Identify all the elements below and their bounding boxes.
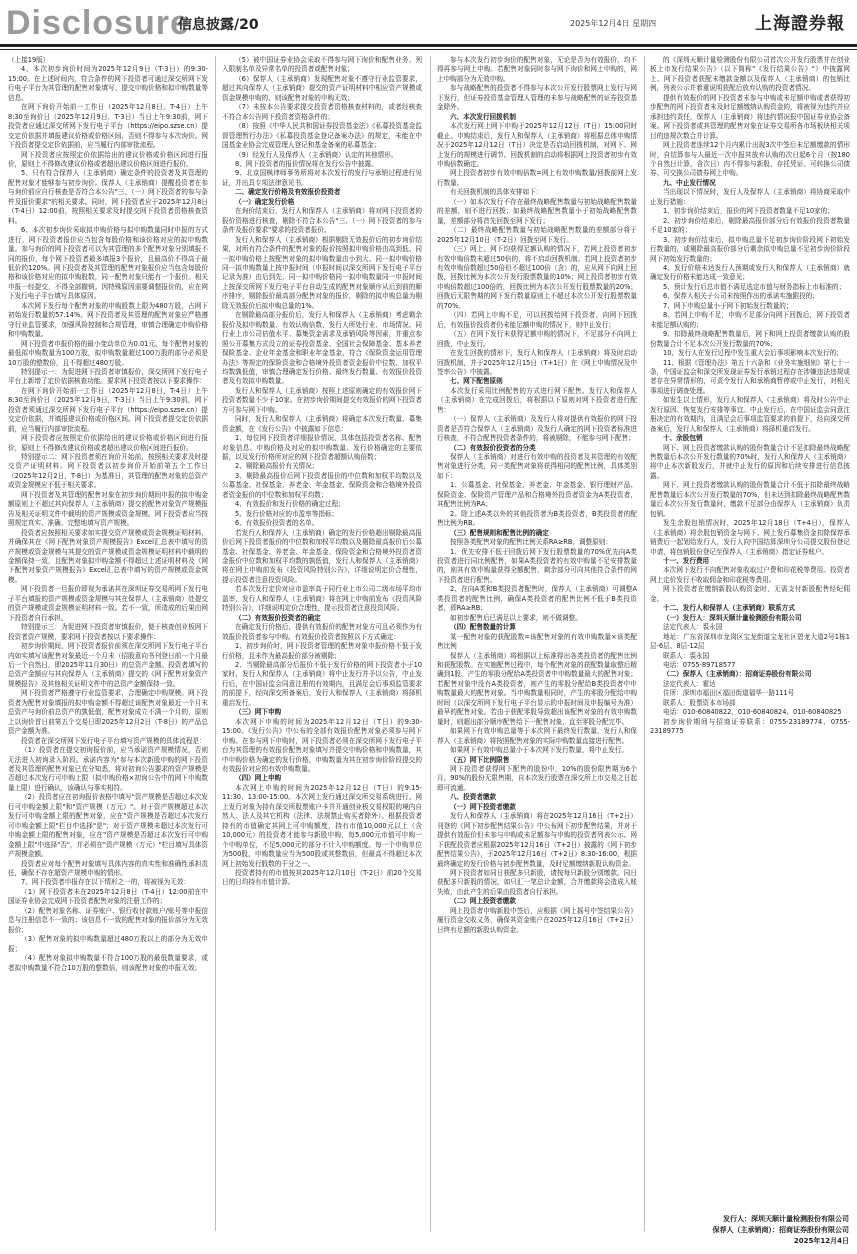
- body-paragraph: 投资者在深交所网下发行电子平台填写资产规模的具体流程是：: [21, 736, 206, 745]
- body-paragraph: 的《深圳天顺计量检测股份有限公司首次公开发行股票并在创业板上市发行结果公告》（以下简称"《发行结果公告》"）中披露网上、网下投资者获配未缴款金额以及保荐人（主承销商）的包销比例，列表公示并着重说明获配后放弃认购的投资者情况。: [650, 56, 850, 93]
- section-heading: 十、余股包销: [663, 434, 703, 443]
- body-paragraph: 2、在向A类和B类投资者配售时，保荐人（主承销商）可调整A类投资者的配售比例，确保A类投资者的配售比例不低于B类投资者，即RA≥RB；: [437, 585, 637, 613]
- body-paragraph: 8、若网上申购不足，申购不足部分向网下回拨后，网下投资者未能足额认购的；: [650, 311, 850, 329]
- body-paragraph: 2、剔除最高报价有关情况；: [235, 462, 319, 471]
- body-paragraph: （二）最终战略配售数量与初始战略配售数量的差额部分将于2025年12月10日（T-2日）回拨至网下发行。: [437, 226, 637, 244]
- body-paragraph: 3、初步询价结束后，拟申购总量不足初步询价阶段网下初始发行数量的，或剔除最高报价部分后剩余拟申购总量不足初步询价阶段网下初始发行数量的；: [650, 235, 850, 263]
- footer-issuer: 发行人：深圳天顺计量检测股份有限公司: [723, 1215, 849, 1223]
- body-paragraph: 如发生以上情形，发行人和保荐人（主承销商）将及时公告中止发行原因、恢复发行安排等事宜。中止发行后，在中国证监会同意注册决定的有效期内，且满足会后事项监管要求的前提下，经向深交所备案后，发行人和保荐人（主承销商）将择机重启发行。: [650, 396, 850, 433]
- body-paragraph: 在确定发行价格后，提供有效报价的配售对象方可且必须作为有效报价投资者参与申购。有效报价投资者按照以下方式确定：: [222, 623, 422, 641]
- section-heading: （五）网下比例限售: [450, 755, 510, 764]
- body-paragraph: 网下投资者严格遵守行业监管要求，合理确定申购规模。网下投资者为配售对象填报的拟申购金额不得超过该配售对象最近一个月末总资产与询价前总资产的孰低值，配售对象成立不满一个月的，原则上以询价首日前第五个交易日即2025年12月2日（T-8日）的产品总资产金额为准。: [8, 689, 208, 736]
- body-paragraph: 网下投资者在缴纳新股认购资金时，无需支付新股配售经纪佣金。: [650, 585, 850, 603]
- masthead: [0, 0, 857, 44]
- body-paragraph: 发行人和保荐人（主承销商）根据剔除无效报价后的初步询价结果，对所有符合条件的配售对象的报价按照拟申购价格由高到低、同一拟申购价格上按配售对象的拟申购数量由小到大、同一拟申购价格同一拟申购数量上按申报时间（申报时间以深交所网下发行电子平台记录为准）由后到先、同一拟申购价格同一拟申购数量同一申报时间上按深交所网下发行电子平台自动生成的配售对象顺序从后到前的顺序排序，剔除报价最高部分配售对象的报价，剔除的拟申购总量为剔除无效报价后拟申购总量的1%。: [222, 235, 422, 310]
- body-paragraph: 若发行人和保荐人（主承销商）确定的发行价格超出剔除最高报价后网下投资者报价的中位数和加权平均数以及剔除最高报价后公募基金、社保基金、养老金、年金基金、保险资金和合格境外投资者资金报价中位数和加权平均数的孰低值，发行人和保荐人（主承销商）将在网上申购前发布《投资风险特别公告》，详细说明定价合理性，提示投资者注意投资风险。: [222, 528, 422, 584]
- section-heading: 六、本次发行回拨机制: [450, 112, 516, 121]
- body-paragraph: 发行人和保荐人（主承销商）将在2025年12月16日（T+2日）刊登的《网下初步配售结果公告》中公布网下初步配售结果，并对于提供有效报价但未参与申购或未足额参与申购的投资者列表公示。网下获配投资者应根据2025年12月16日（T+2日）披露的《网下初步配售结果公告》，于2025年12月16日（T+2日）8:30-16:00，根据最终确定的发行价格与初步配售数量，及时足额缴纳新股认购资金。: [437, 812, 637, 868]
- body-paragraph: 网下投资者如同日获配多只新股，请按每只新股分别缴款。同日获配多只新股的情况，如只汇一笔总计金额，合并缴款将会造成入账失败，由此产生的后果由投资者自行承担。: [437, 868, 637, 896]
- body-paragraph: 如初步配售后已满足以上要求，则不做调整。: [450, 613, 582, 622]
- section-heading: （三）配售规则和配售比例的确定: [450, 528, 549, 537]
- body-paragraph: 如果网下有效申购总量等于本次网下最终发行数量，发行人和保荐人（主承销商）将按照配售对象的实际申购数量直接进行配售。: [437, 727, 637, 745]
- body-paragraph: 9、扣除最终战略配售数量后，网下和网上投资者缴款认购的股份数量合计不足本次公开发行数量的70%；: [650, 330, 850, 348]
- body-paragraph: （1）网下投资者未在2025年12月8日（T-4日）12:00前在中国证券业协会完成网下投资者配售对象的注册工作的；: [8, 887, 208, 906]
- body-paragraph: 法定代表人：霍达: [663, 679, 716, 688]
- body-paragraph: （上接19版）: [8, 56, 50, 64]
- body-paragraph: （三）网上、网下均获得足额认购的情况下，若网上投资者初步有效申购倍数未超过50倍的，将不启动回拨机制；若网上投资者初步有效申购倍数超过50倍但不超过100倍（含）的，应从网下向网上回拨，回拨比例为本次公开发行股票数量的10%；网上投资者初步有效申购倍数超过100倍的，回拨比例为本次公开发行股票数量的20%；回拨后无限售期的网下发行数量原则上不超过本次公开发行股票数量的70%。: [437, 245, 637, 310]
- body-paragraph: 5、预计发行后总市值不满足选定市值与财务指标上市标准的；: [663, 282, 846, 291]
- body-paragraph: 某一配售对象的获配股数=该配售对象的有效申购数量×该类配售比例: [437, 632, 637, 651]
- body-paragraph: 4、本次初步询价时间为2025年12月9日（T-3日）的9:30-15:00。在上述时间内，符合条件的网下投资者可通过深交所网下发行电子平台为其管理的配售对象填写、提交申购价格和拟申购数量等信息。: [8, 65, 208, 102]
- body-paragraph: 特别提示一：为促进网下投资者审慎报价，深交所网下发行电子平台上新增了定价依据核查功能。要求网下投资者按以下要求操作：: [8, 367, 208, 386]
- body-paragraph: 1、每位网下投资者详细报价情况，具体包括投资者名称、配售对象信息、申购价格及对应的拟申购数量、发行价格确定的主要依据，以及发行价格所对应的网下投资者超额认购倍数；: [222, 434, 422, 462]
- body-paragraph: 5、发行价格对应的市盈率等指标；: [235, 509, 339, 518]
- body-paragraph: 法定代表人：裘永国: [663, 623, 723, 632]
- section-heading: 九、中止发行情况: [663, 178, 716, 187]
- body-paragraph: 4、有效报价和发行价格的确定过程；: [235, 500, 345, 509]
- body-paragraph: 本次网下发行每个配售对象的申购股数上限为480万股，占网下初始发行数量的57.14%。网下投资者及其管理的配售对象应严格遵守行业监管要求，加强风险控制和合规管理，审慎合理确定申购价格和申购数量。: [8, 301, 208, 339]
- body-paragraph: 6、本次初步询价采取拟申购价格与拟申购数量同时申报的方式进行，网下投资者报价应当包含每股价格和该价格对应的拟申购数量。参与询价的网下投资者可以为其管理的多个配售对象分别填报不同的报价，每个网下投资者最多填报3个报价，且最高价不得高于最低价的120%。网下投资者及其管理的配售对象报价应当包含每股价格和该价格对应的拟申购股数，同一配售对象只能有一个报价。相关申报一经提交，不得全部撤销。因特殊原因需要调整报价的，应在网下发行电子平台填写具体原因。: [8, 226, 208, 301]
- body-paragraph: 同时，发行人和保荐人（主承销商）将确定本次发行数量、募集资金额，在《发行公告》中披露如下信息：: [222, 415, 422, 433]
- newspaper-name: 上海證券報: [755, 14, 845, 34]
- column-divider: [430, 56, 431, 1231]
- body-paragraph: （四）若网上申购不足，可以回拨给网下投资者，向网下回拨后，有效报价投资者仍未能足额申购的情况下，则中止发行；: [437, 311, 637, 329]
- body-paragraph: 1、优先安排不低于回拨后网下发行股票数量的70%优先向A类投资者进行同比例配售，如果A类投资者的有效申购量不足安排数量的，则其有效申购量获得全额配售，剩余部分可向其他符合条件的网下投资者进行配售。: [437, 547, 637, 584]
- text-column-2: [222, 56, 422, 1236]
- body-paragraph: 特别提示三：为促进网下投资者审慎报价，便于核查创业板网下投资者资产规模，要求网下投资者按以下要求操作：: [8, 623, 208, 641]
- body-paragraph: 联系人：股票资本市场部: [663, 698, 736, 707]
- section-heading: （二）保荐人（主承销商）：招商证券股份有限公司: [663, 670, 812, 679]
- body-paragraph: 住所：深圳市福田区福田街道福华一路111号: [663, 689, 795, 698]
- body-paragraph: 本次网下发行不向配售对象收取过户费和印花税等费用。投资者网上定价发行不收取佣金和印花税等费用。: [650, 566, 850, 584]
- body-paragraph: 地址：广东省深圳市龙岗区宝龙街道宝龙社区碧龙大道2号1栋1层-6层、8层-12层: [650, 632, 850, 651]
- body-paragraph: 2、初步询价结束后，剔除最高报价部分后有效报价投资者数量不足10家的；: [650, 216, 850, 235]
- header-rule-thick: [0, 44, 857, 47]
- body-paragraph: 投资者持有的市值按其2025年12月10日（T-2日）前20个交易日的日均持有市值计算。: [222, 868, 422, 887]
- footer-date: 2025年12月4日: [793, 1237, 849, 1245]
- section-heading: （一）网下投资者缴款: [450, 802, 516, 811]
- section-heading: 二、确定发行价格及有效报价投资者: [235, 188, 341, 197]
- body-paragraph: 发行人和保荐人（主承销商）按照上述原则确定的有效报价网下投资者数量不少于10家。在初步询价期间提交有效报价的网下投资者方可参与网下申购。: [222, 386, 422, 414]
- body-paragraph: 2、除上述A类以外的其他投资者为B类投资者，B类投资者的配售比例为RB。: [437, 509, 637, 528]
- body-paragraph: 投资者应按照相关要求如实提交资产规模或资金规模证明材料，并确保其在《网下配售对象资产规模报告》Excel汇总表中填写的资产规模或资金规模与其提交的资产规模或资金规模证明材料中载明的金额保持一致，且配售对象拟申购金额不得超过上述证明材料及《网下配售对象资产规模报告》Excel汇总表中填写的资产规模或资金规模。: [8, 528, 208, 584]
- body-paragraph: 发生余股包销情况时，2025年12月18日（T+4日），保荐人（主承销商）将余股包销资金与网下、网上发行募集资金扣除保荐承销费后一起划给发行人，发行人向中国结算深圳分公司提交股份登记申请，将包销股份登记至保荐人（主承销商）指定证券账户。: [650, 519, 850, 556]
- body-paragraph: 提供有效报价的网下投资者未参与申购或未足额申购或者获得初步配售的网下投资者未及时足额缴纳认购资金的，将被视为违约并应承担违约责任，保荐人（主承销商）将违约情况报中国证券业协会备案。网下投资者或其管理的配售对象在证券交易所各市场板块相关项目的违规次数合并计算。: [650, 93, 850, 140]
- body-paragraph: 1、初步询价结束后，报价的网下投资者数量不足10家的；: [663, 207, 834, 216]
- body-paragraph: （2）配售对象名称、证券账户、银行收付款账户/账号等申报信息与注册信息不一致的；该信息不一致的配售对象的报价部分为无效报价；: [8, 906, 208, 934]
- body-paragraph: 9、北京国枫律师事务所将对本次发行的发行与承销过程进行见证，并出具专项法律意见书。: [222, 169, 422, 187]
- body-paragraph: 在网下询价开始前一工作日（2025年12月8日，T-4日）上午8:30至询价日（2025年12月9日，T-3日）当日上午9:30前，网下投资者应通过深交所网下发行电子平台（https://eipo.szse.cn）提交定价依据并填报建议价格或价格区间，否则不得参与本次询价。网下投资者提交定价依据前，应当履行内部审批流程。: [8, 103, 208, 150]
- section-heading: （四）网上申购: [235, 774, 282, 783]
- body-paragraph: 2、当剔除最高部分后报价不低于发行价格的网下投资者小于10家时，发行人和保荐人（主承销商）将中止发行并予以公告，中止发行后，在中国证监会同意注册的有效期内，且满足会后事项监管要求的前提下，经向深交所备案后，发行人和保荐人（主承销商）将择机重启发行。: [222, 661, 422, 707]
- body-paragraph: 保荐人（主承销商）对进行有效申购的投资者及其管理的有效配售对象进行分类，同一类配售对象将获得相同的配售比例，具体类别如下：: [437, 453, 637, 480]
- body-paragraph: 本次发行采用比例配售的方式进行网下配售。发行人和保荐人（主承销商）在完成回拨后，将根据以下原则对网下投资者进行配售：: [437, 386, 637, 414]
- body-paragraph: 本次发行网上网下申购于2025年12月12日（T日）15:00同时截止。申购结束后，发行人和保荐人（主承销商）将根据总体申购情况于2025年12月12日（T日）决定是否启动回拨机制，对网下、网上发行的规模进行调节。回拨机制的启动将根据网上投资者初步有效申购倍数确定。: [437, 122, 637, 168]
- body-paragraph: 1、初步询价时，网下投资者管理的配售对象申报价格不低于发行价格，且未作为最高报价部分被剔除；: [222, 642, 422, 660]
- body-paragraph: 6、保荐人相关子公司未按照作出的承诺实施跟投的；: [663, 292, 819, 301]
- body-paragraph: （7）未按本公告要求提交投资者资格核查材料的，或者经核查不符合本公告网下投资者资格条件的；: [222, 103, 422, 121]
- section-heading: （二）有效报价投资者的确定: [235, 613, 321, 622]
- section-heading: 七、网下配售原则: [450, 377, 503, 386]
- section-heading: 十二、发行人和保荐人（主承销商）联系方式: [663, 604, 795, 613]
- body-paragraph: 参与本次发行初步询价的配售对象，无论是否为有效报价，均不得再参与网上申购。若配售对象同时参与网下询价和网上申购的，网上申购部分为无效申购。: [437, 56, 637, 83]
- text-column-4: [650, 56, 850, 1236]
- body-paragraph: 7、网下投资者申报存在以下情形之一的，将被视为无效：: [21, 878, 191, 887]
- body-paragraph: 4、发行价格未达发行人预期或发行人和保荐人（主承销商）就确定发行价格未能达成一致意见；: [650, 263, 850, 282]
- body-paragraph: 参与战略配售的投资者不得参与本次公开发行股票网上发行与网下发行，但证券投资基金管理人管理的未参与战略配售的证券投资基金除外。: [437, 84, 637, 112]
- body-paragraph: 本次网下申购的时间为2025年12月12日（T日）的9:30-15:00。《发行公告》中公布的全部有效报价配售对象必须参与网下申购。在参与网下申购时，网下投资者必须在深交所网下发行电子平台为其管理的有效报价配售对象填写并提交申购价格和申购数量，其中申购价格为确定的发行价格，申购数量为其在初步询价阶段提交的有效报价对应的有效申购数量。: [222, 717, 422, 773]
- section-heading: 十一、发行费用: [663, 557, 710, 566]
- body-paragraph: 7、网下申购总量小于网下初始发行数量的；: [663, 301, 793, 310]
- body-paragraph: 5、只有符合保荐人（主承销商）确定条件的投资者及其管理的配售对象才能够参与初步询价。保荐人（主承销商）提醒投资者在参与询价前应自行核查是否符合本公告"三、（一）网下投资者的参与条件及报价要求"的相关要求。同时，网下投资者应于2025年12月8日（T-4日）12:00前，按照相关要求及时提交网下投资者资格核查资料。: [8, 169, 208, 225]
- body-paragraph: 初步询价期间与招商证券联系：0755-23189774、0755-23189775: [650, 717, 850, 736]
- section-heading: （二）网上投资者缴款: [450, 897, 516, 906]
- body-paragraph: 保荐人（主承销商）将根据以上标准得出各类投资者的配售比例和获配股数。在实施配售过程中，每个配售对象的获配数量取整后精确到1股，产生的零股分配给A类投资者中申购数量最大的配售对象；若配售对象中没有A类投资者，则产生的零股分配给B类投资者中申购数量最大的配售对象。当申购数量相同时，产生的零股分配给申购时间（以深交所网下发行电子平台显示的申报时间及申报编号为准）最早的配售对象。若由于获配零股导致超出该配售对象的有效申购数量时，则超出部分顺序配售给下一配售对象，直至零股分配完毕。: [437, 651, 637, 726]
- body-paragraph: 10、发行人在发行过程中发生重大会后事项影响本次发行的；: [663, 349, 843, 358]
- footer-underwriter: 保荐人（主承销商）：招商证券股份有限公司: [712, 1226, 849, 1234]
- header-rule-thin: [0, 49, 857, 50]
- column-divider: [215, 56, 216, 1231]
- body-paragraph: 网上投资者初步有效申购倍数=网上有效申购数量/回拨前网上发行数量。: [437, 169, 637, 187]
- section-heading: 八、投资者缴款: [450, 793, 497, 802]
- body-paragraph: 网下投资者一旦报价即视为承诺其在深圳证券交易所网下发行电子平台填报的资产规模或资金规模与其在保荐人（主承销商）处提交的资产规模或资金规模证明材料一致。若不一致，所造成的后果由网下投资者自行承担。: [8, 585, 208, 622]
- body-paragraph: 若本次发行定价对应市盈率高于同行业上市公司二级市场平均市盈率，发行人和保荐人（主承销商）将在网上申购前发布《投资风险特别公告》，详细说明定价合理性，提示投资者注意投资风险。: [222, 585, 422, 613]
- body-paragraph: 在剔除最高部分报价后，发行人和保荐人（主承销商）考虑剩余报价及拟申购数量、有效认购倍数、发行人所处行业、市场情况、同行业上市公司估值水平、募集资金需求及承销风险等因素，并重点参照公开募集方式设立的证券投资基金、全国社会保障基金、基本养老保险基金、企业年金基金和职业年金基金、符合《保险资金运用管理办法》等规定的保险资金和合格境外投资者资金报价中位数、加权平均数孰低值，审慎合理确定发行价格、最终发行数量、有效报价投资者及有效拟申购数量。: [222, 311, 422, 386]
- body-paragraph: 初步询价期间，网下投资者报价前须在深交所网下发行电子平台内如实填写该配售对象最近一个月末（招股意向书刊登日前一个月最后一个自然日，即2025年11月30日）的总资产金额。投资者填写的总资产金额应与其向保荐人（主承销商）提交的《网下配售对象资产规模报告》及其他相关证明文件中的总资产金额保持一致。: [8, 642, 208, 688]
- body-paragraph: （2）投资者应在初询报价表格中填写"资产规模是否超过本次发行可申购金额上限"和"资产规模（万元）"。对于资产规模超过本次发行可申购金额上限的配售对象，应在"资产规模是否超过本次发行可申购金额上限"栏目中选择"是"；对于资产规模未超过本次发行可申购金额上限的配售对象，应在"资产规模是否超过本次发行可申购金额上限"中选择"否"，并必须在"资产规模（万元）"栏目填写具体资产规模金额。: [8, 793, 208, 859]
- body-paragraph: （8）按照《中华人民共和国证券投资基金法》《私募投资基金监督管理暂行办法》《私募投资基金登记备案办法》的规定，未能在中国基金业协会完成管理人登记和基金备案的私募基金；: [222, 122, 422, 150]
- body-paragraph: 网下、网上投资者缴款认购的股份数量合计不足扣除最终战略配售数量后本次公开发行数量的70%时，发行人和保荐人（主承销商）将中止本次新股发行，并就中止发行的原因和后续安排进行信息披露。: [650, 443, 850, 480]
- body-paragraph: （5）被中国证券业协会采取不得参与网下询价和配售业务、列入限制名单及异常名单的投资者或配售对象；: [222, 56, 422, 74]
- body-paragraph: 在询价结束后，发行人和保荐人（主承销商）将对网下投资者的报价资格进行核查，剔除不符合本公告"三、（一）网下投资者的参与条件及报价要求"要求的投资者报价。: [222, 207, 422, 235]
- body-paragraph: 电话：0755-89718577: [663, 661, 736, 669]
- body-paragraph: 1、公募基金、社保基金、养老金、年金基金、银行理财产品、保险资金、保险资产管理产品和合格境外投资者资金为A类投资者，其配售比例为RA；: [437, 481, 637, 509]
- body-paragraph: （五）在网下发行未获得足额申购的情况下，不足部分不向网上回拨，中止发行。: [437, 330, 637, 348]
- body-paragraph: 8、网下投资者的报价情况将在发行公告中披露。: [235, 159, 378, 168]
- text-column-1: [8, 56, 208, 1236]
- section-heading: （一）确定发行价格: [235, 197, 295, 206]
- body-paragraph: 网下投资者获得网下配售的股份中，10%的股份限售期为6个月，90%的股份无限售期，自本次发行股票在深交所上市交易之日起即可流通。: [437, 764, 637, 792]
- body-paragraph: 11、根据《管理办法》第五十六条和《业务实施细则》第七十一条，中国证监会和深交所发现证券发行承销过程存在涉嫌违法违规或者存在异常情形的，可责令发行人和承销商暂停或中止发行，对相关事项进行调查处理。: [650, 358, 850, 395]
- body-paragraph: （6）保荐人（主承销商）发现配售对象不遵守行业监管要求，超过其向保荐人（主承销商）提交的资产证明材料中相应资产规模或资金规模申购的，则该配售对象的申购无效；: [222, 74, 422, 102]
- body-paragraph: 网下投资者应按照定价依据给出的建议价格或价格区间进行报价，原则上不得修改建议价格或者超出建议价格区间进行报价。: [8, 434, 208, 452]
- footer-signature: [713, 1214, 850, 1247]
- body-paragraph: （一）保荐人（主承销商）及发行人将对提供有效报价的网下投资者是否符合保荐人（主承销商）及发行人确定的网下投资者标准进行核查，不符合配售投资者条件的，将被剔除，不能参与网下配售；: [437, 415, 637, 443]
- section-heading: （一）发行人：深圳天顺计量检测股份有限公司: [663, 613, 802, 622]
- body-paragraph: 当出现以下情况时，发行人及保荐人（主承销商）将协商采取中止发行措施：: [650, 188, 850, 206]
- column-divider: [644, 56, 645, 1231]
- body-paragraph: 按照各类配售对象的配售比例关系RA≥RB。调整原则：: [450, 538, 612, 547]
- body-paragraph: 6、有效报价投资者的名单。: [235, 519, 319, 528]
- body-paragraph: 特别提示二：网下投资者须在询价开始前，按照相关要求及时提交资产证明材料。网下投资者以初步询价开始前第五个工作日（2025年12月2日，T-8日）为基准日，其管理的配售对象的总资产或资金规模应不低于相关要求。: [8, 453, 208, 490]
- text-column-3: [437, 56, 637, 1236]
- body-paragraph: 网下投资者申报价格的最小变动单位为0.01元。每个配售对象的最低拟申购数量为100万股，拟申购数量超过100万股的部分必须是10万股的整数倍，且不得超过480万股。: [8, 339, 208, 367]
- section-heading: （二）有效报价投资者的分类: [450, 443, 536, 452]
- issue-date: 2025年12月4日 星期四: [570, 19, 657, 28]
- body-paragraph: （4）配售对象拟申购数量不符合100万股的最低数量要求，或者拟申购数量不符合10万股的整数倍，则该配售对象的申报无效；: [8, 954, 208, 972]
- body-paragraph: 网下投资者应按照定价依据给出的建议价格或价格区间进行报价，原则上不得修改建议价格或者超出建议价格区间进行报价。: [8, 150, 208, 168]
- body-paragraph: （9）经发行人及保荐人（主承销商）认定的其他情形。: [235, 150, 398, 159]
- body-paragraph: 如果网下有效申购总量小于本次网下发行数量，将中止发行。: [450, 746, 629, 755]
- body-paragraph: 投资者应对每个配售对象填写具体内容的真实性和准确性承担责任，确保不存在超资产规模申购的情形。: [8, 859, 208, 877]
- body-paragraph: （一）如本次发行不存在最终战略配售数量与初始战略配售数量的差额，则不进行回拨；如最终战略配售数量小于初始战略配售数量，差额部分将首先回拨至网下发行；: [437, 197, 637, 225]
- body-paragraph: 3、剔除最高报价后网下投资者报价的中位数和加权平均数以及公募基金、社保基金、养老金、年金基金、保险资金和合格境外投资者资金报价的中位数和加权平均数；: [222, 471, 422, 499]
- body-paragraph: （3）配售对象的拟申购数量超过480万股以上的部分为无效申报；: [8, 935, 208, 953]
- section-brand: Disclosure: [6, 4, 190, 42]
- section-heading: （三）网下申购: [235, 708, 282, 717]
- body-paragraph: 网下投资者及其管理的配售对象在初步询价期间申报的拟申购金额原则上不超过其向保荐人（主承销商）提交的配售对象资产规模报告及相关证明文件中载明的资产规模或资金规模。网下投资者应当按照规定真实、准确、完整地填写资产规模。: [8, 490, 208, 528]
- body-paragraph: 电话：010-60840822、010-60840824、010-60840825: [663, 708, 842, 717]
- body-paragraph: 在发生回拨的情形下，发行人和保荐人（主承销商）将及时启动回拨机制，并于2025年12月15日（T+1日）在《网上申购情况及中签率公告》中披露。: [437, 349, 637, 376]
- body-paragraph: 联系人：裘永国: [663, 651, 710, 660]
- section-heading: （四）配售数量的计算: [450, 623, 516, 632]
- body-paragraph: （1）投资者在提交初询报价前，应当承诺资产规模情况，否则无法进入初询录入阶段。承诺内容为"参与本次新股申购的网下投资者及其管理的配售对象已充分知悉，将对初询公告要求的资产规模是否超过本次发行可申购上限（拟申购价格×初询公告中的网下申购数量上限）进行确认，该确认与事实相符。: [8, 746, 208, 792]
- page-title: 信息披露/20: [178, 17, 259, 33]
- body-paragraph: 网下、网上投资者缴款认购的股份数量合计不低于扣除最终战略配售数量后本次公开发行数量的70%，但未达到扣除最终战略配售数量后本次公开发行数量时，缴款不足部分由保荐人（主承销商）负责包销。: [650, 481, 850, 518]
- body-paragraph: 网上投资者申购新股中签后，应根据《网上摇号中签结果公告》履行资金交收义务，确保其资金账户在2025年12月16日（T+2日）日终有足额的新股认购资金。: [437, 906, 637, 934]
- body-paragraph: 网上投资者连续12个月内累计出现3次中签后未足额缴款的情形时，自结算参与人最近一次申报其放弃认购的次日起6个月（按180个自然日计算，含次日）内不得参与新股、存托凭证、可转换公司债券、可交换公司债券网上申购。: [650, 141, 850, 178]
- body-paragraph: 在网下询价开始前一工作日（2025年12月8日，T-4日）上午8:30至询价日（2025年12月9日，T-3日）当日上午9:30前，网下投资者须通过深交所网下发行电子平台（https://eipo.szse.cn）提交定价依据，并填报建议价格或价格区间。网下投资者提交定价依据前，应当履行内部审批流程。: [8, 386, 208, 433]
- body-paragraph: 有关回拨机制的具体安排如下：: [450, 188, 543, 197]
- body-paragraph: 本次网上申购的时间为2025年12月12日（T日）的9:15-11:30、13:00-15:00。本次网上发行通过深交所交易系统进行。网上发行对象为持有深交所股票账户卡并开通创业板交易权限的境内自然人、法人及其它机构（法律、法规禁止购买者除外）。根据投资者持有的市值确定其网上可申购额度，持有市值10,000元以上（含10,000元）的投资者才能参与新股申购，每5,000元市值可申购一个申购单位，不足5,000元的部分不计入申购额度。每一个申购单位为500股，申购数量应当为500股或其整数倍，但最高不得超过本次网上初始发行股数的千分之一。: [222, 783, 422, 868]
